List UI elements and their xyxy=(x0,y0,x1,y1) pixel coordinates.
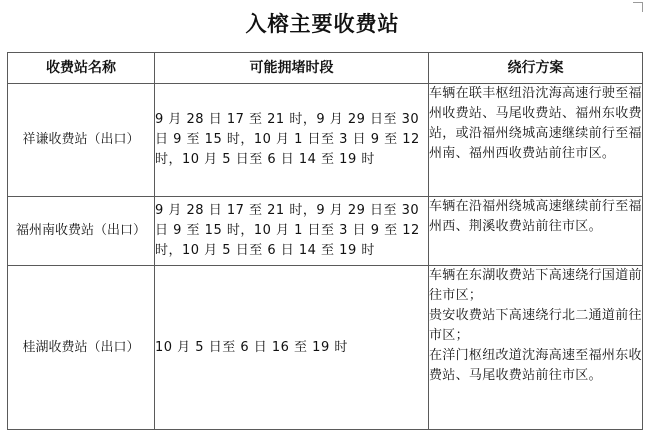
table-row xyxy=(8,84,643,197)
table-header-row xyxy=(8,53,643,84)
detour-plan-cell xyxy=(429,197,643,266)
station-name-cell: 桂湖收费站（出口） xyxy=(8,266,155,430)
station-name-cell: 福州南收费站（出口） xyxy=(8,197,155,266)
table-row xyxy=(8,266,643,430)
detour-plan-cell xyxy=(429,266,643,430)
page-title: 入榕主要收费站 xyxy=(245,12,400,36)
header-detour-plan: 绕行方案 xyxy=(429,53,643,84)
toll-station-table xyxy=(7,52,643,430)
congestion-period-cell: 9 月 28 日 17 至 21 时，9 月 29 日至 30 日 9 至 15 时，10 月 1 日至 3 日 9 至 12 时，10 月 5 日至 6 日 14 至 19 时 xyxy=(155,84,429,197)
station-name-cell: 祥谦收费站（出口） xyxy=(8,84,155,197)
congestion-period-cell: 10 月 5 日至 6 日 16 至 19 时 xyxy=(155,266,429,430)
header-congestion-period: 可能拥堵时段 xyxy=(155,53,429,84)
table-row xyxy=(8,197,643,266)
detour-plan-line: 贵安收费站下高速绕行北二通道前往市区； xyxy=(429,308,642,343)
detour-plan-line: 在洋门枢纽改道沈海高速至福州东收费站、马尾收费站前往市区。 xyxy=(429,348,642,383)
detour-plan-line: 车辆在沿福州绕城高速继续前行至福州西、荆溪收费站前往市区。 xyxy=(429,199,642,234)
congestion-period-cell: 9 月 28 日 17 至 21 时，9 月 29 日至 30 日 9 至 15 时，10 月 1 日至 3 日 9 至 12 时，10 月 5 日至 6 日 14 至 19 时 xyxy=(155,197,429,266)
detour-plan-line: 车辆在联丰枢纽沿沈海高速行驶至福州收费站、马尾收费站、福州东收费站，或沿福州绕城高速继续前行至福州南、福州西收费站前往市区。 xyxy=(429,86,642,161)
detour-plan-cell xyxy=(429,84,643,197)
detour-plan-line: 车辆在东湖收费站下高速绕行国道前往市区； xyxy=(429,268,642,303)
header-station-name: 收费站名称 xyxy=(8,53,155,84)
